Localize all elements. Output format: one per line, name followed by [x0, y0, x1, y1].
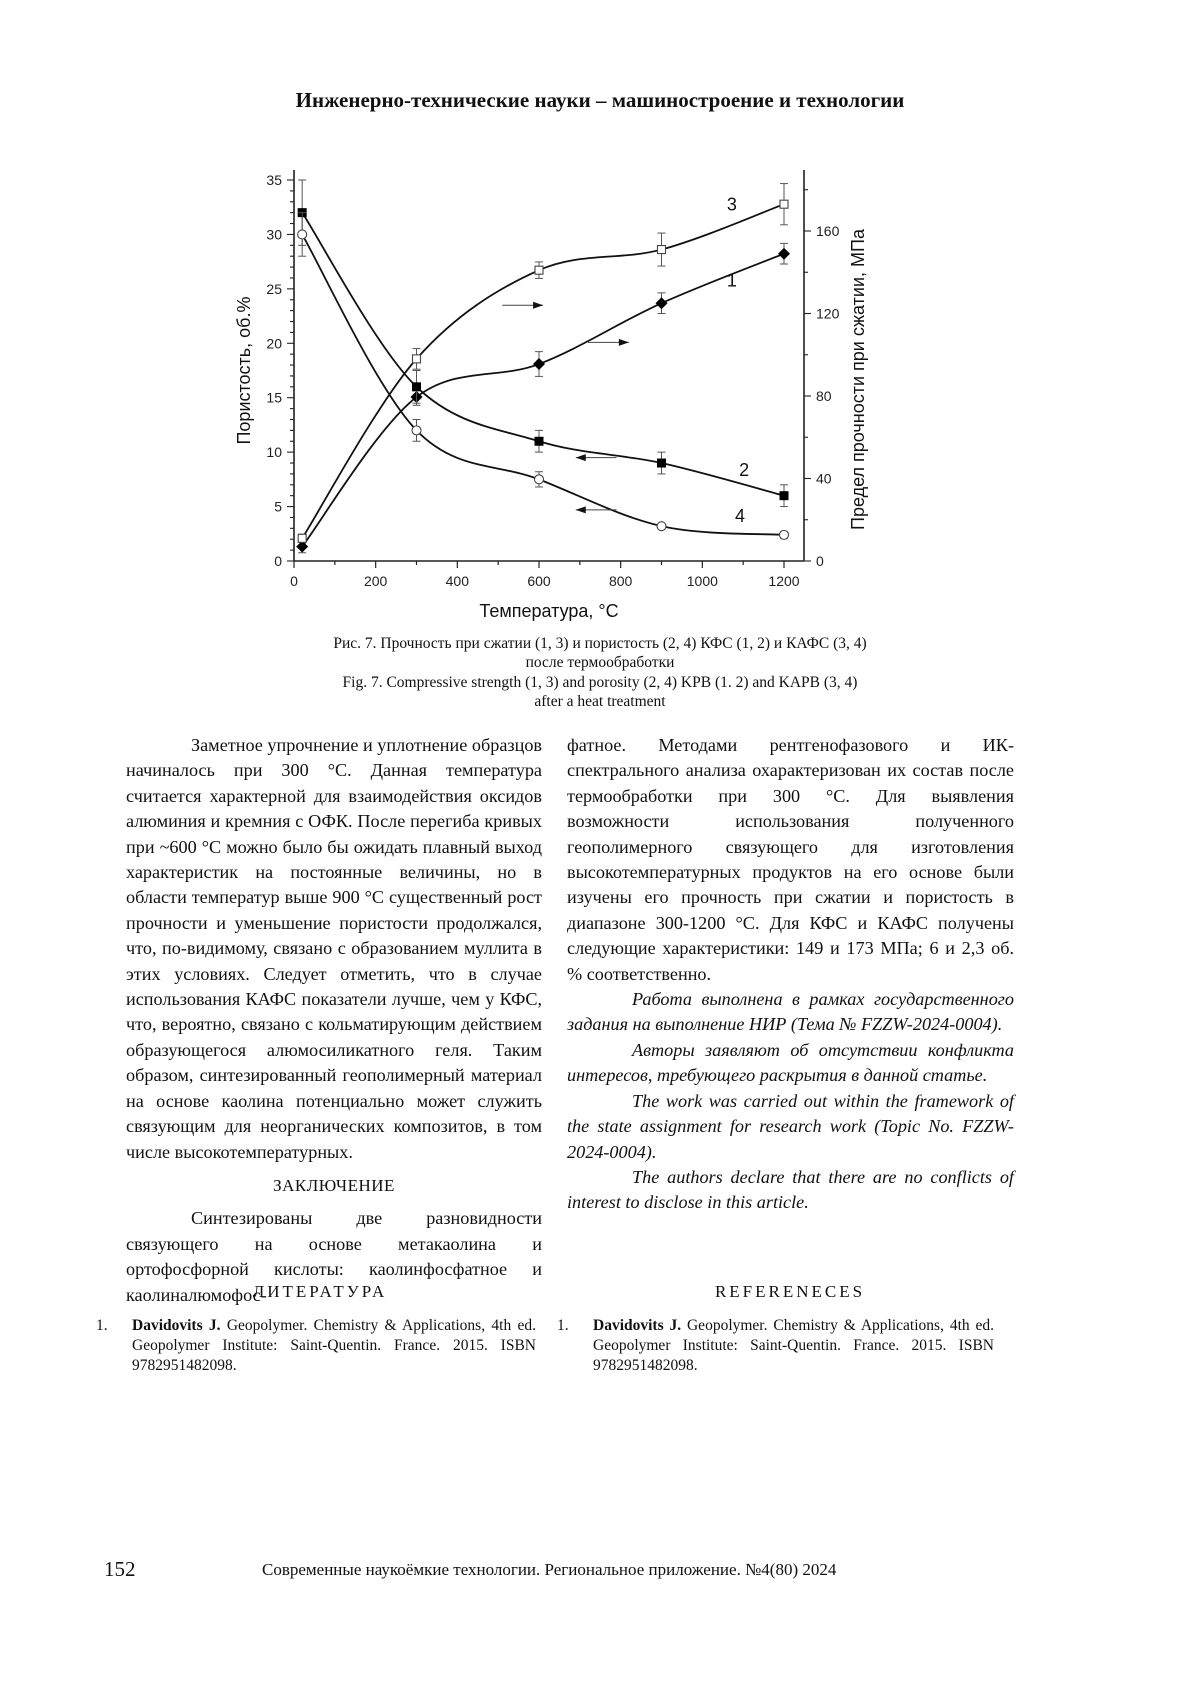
y-left-tick-label: 15	[266, 389, 282, 406]
reference-text: Geopolymer. Chemistry & Applications, 4th ed. Geopolymer Institute: Saint-Quentin. France. 2015. ISBN 9782951482098.	[132, 1317, 536, 1374]
arrow-series-4-left-head	[576, 506, 586, 513]
x-tick-label: 800	[608, 573, 633, 589]
x-tick-label: 200	[363, 573, 388, 589]
series-3-point	[535, 266, 543, 274]
caption-ru-line2: после термообработки	[525, 654, 675, 671]
series-2-point	[535, 437, 544, 446]
paragraph-conclusion: Синтезированы две разновидности связующего на основе метакаолина и ортофосфорной кислоты: каолинфосфатное и каолиналюмофос-	[126, 1208, 542, 1305]
paragraph-discussion: Заметное упрочнение и уплотнение образцов начиналось при 300 °С. Данная температура считается характерной для взаимодействия оксидов алюминия и кремния с ОФК. После перегиба кривых при ~600 °С можно было бы ожидать плавный выход характеристик на постоянные величины, но в области температур выше 900 °С существенный рост прочности и уменьшение пористости продолжался, что, по-видимому, связано с образованием муллита в этих условиях. Следует отметить, что в случае использования КАФС показатели лучше, чем у КФС, что, вероятно, связано с кольматирующим действием образующегося алюмосиликатного геля. Таким образом, синтезированный геополимерный материал на основе каолина потенциально может служить связующим для неорганических композитов, в том числе высокотемпературных.	[126, 735, 542, 1162]
series-4-line	[302, 234, 784, 534]
caption-en-line2: after a heat treatment	[534, 693, 666, 710]
paragraph-conclusion-continued: фатное. Методами рентгенофазового и ИК-спектрального анализа охарактеризован их состав после термообработки при 300 °С. Для выявления возможности использования полученного геополимерного связующего для изготовления высокотемпературных продуктов на его основе были изучены его прочность при сжатии и пористость в диапазоне 300-1200 °С. Для КФС и КАФС получены следующие характеристики: 149 и 173 МПа; 6 и 2,3 об. % соответственно.	[567, 735, 1014, 984]
series-2-point	[780, 491, 789, 500]
y-right-tick-label: 80	[816, 388, 832, 404]
series-4-point	[780, 530, 789, 539]
left-column	[126, 733, 542, 1308]
y-right-tick-label: 40	[816, 470, 832, 487]
curve-label-4: 4	[735, 505, 746, 526]
series-1-point	[533, 358, 545, 370]
arrow-series-3-right-head	[533, 302, 543, 309]
series-2-line	[302, 213, 784, 496]
conflict-ru: Авторы заявляют об отсутствии конфликта интересов, требующего раскрытия в данной статье.	[567, 1039, 1014, 1086]
page-number: 152	[104, 1557, 136, 1581]
y-left-tick-label: 0	[274, 553, 282, 569]
series-1-line	[302, 254, 784, 547]
y-right-tick-label: 120	[816, 305, 840, 322]
references-en-title: REFERENECES	[714, 1282, 866, 1301]
series-3-point	[413, 355, 421, 363]
y-left-tick-label: 20	[266, 335, 282, 352]
conflict-en: The authors declare that there are no conflicts of interest to disclose in this article.	[567, 1166, 1014, 1213]
y-axis-left-label: Пористость, об.%	[234, 296, 254, 445]
series-4-point	[535, 475, 544, 484]
series-1-point	[778, 248, 790, 260]
x-tick-label: 1200	[768, 573, 800, 589]
x-tick-label: 400	[445, 573, 470, 589]
x-tick-label: 0	[290, 573, 298, 589]
y-left-tick-label: 30	[266, 226, 282, 243]
caption-en-line1: Fig. 7. Compressive strength (1, 3) and porosity (2, 4) KPB (1. 2) and KAPB (3, 4)	[342, 674, 858, 691]
x-tick-label: 1000	[686, 573, 718, 589]
caption-ru-line1: Рис. 7. Прочность при сжатии (1, 3) и пористость (2, 4) КФС (1, 2) и КАФС (3, 4)	[333, 635, 867, 652]
reference-number: 1.	[557, 1317, 569, 1334]
y-left-tick-label: 25	[266, 280, 282, 297]
series-4-point	[298, 230, 307, 239]
figure-7-chart	[230, 170, 910, 630]
series-1-point	[656, 297, 668, 309]
curve-label-3: 3	[726, 194, 737, 215]
arrow-series-1-right-head	[619, 339, 629, 346]
y-left-tick-label: 5	[274, 498, 282, 515]
reference-ru-1	[96, 1316, 536, 1376]
section-title-conclusion: ЗАКЛЮЧЕНИЕ	[273, 1175, 395, 1195]
series-3-point	[298, 534, 306, 542]
y-axis-right-label: Предел прочности при сжатии, МПа	[848, 229, 868, 530]
y-left-tick-label: 35	[266, 172, 282, 188]
y-left-tick-label: 10	[266, 444, 282, 461]
curve-label-2: 2	[739, 460, 750, 481]
funding-en: The work was carried out within the framework of the state assignment for research work (Topic No. FZZW-2024-0004).	[567, 1090, 1014, 1162]
arrow-series-2-left-head	[576, 454, 586, 461]
series-3-point	[780, 200, 788, 208]
journal-footer: Современные наукоёмкие технологии. Региональное приложение. №4(80) 2024	[262, 1560, 837, 1579]
reference-author: Davidovits J.	[132, 1317, 221, 1334]
reference-text: Geopolymer. Chemistry & Applications, 4th ed. Geopolymer Institute: Saint-Quentin. France. 2015. ISBN 9782951482098.	[593, 1317, 994, 1374]
reference-author: Davidovits J.	[593, 1317, 682, 1334]
x-axis-label: Температура, °C	[479, 601, 619, 621]
running-header: Инженерно-технические науки – машиностроение и технологии	[295, 88, 905, 112]
series-2-point	[412, 382, 421, 391]
y-right-tick-label: 0	[816, 553, 824, 569]
reference-number: 1.	[96, 1317, 108, 1334]
right-column	[567, 733, 1014, 1216]
series-3-point	[658, 246, 666, 254]
reference-en-1	[557, 1316, 994, 1376]
series-2-point	[657, 459, 666, 468]
curve-label-1: 1	[726, 270, 737, 291]
y-right-tick-label: 160	[816, 223, 840, 239]
references-ru-title: ЛИТЕРАТУРА	[252, 1282, 388, 1301]
funding-ru: Работа выполнена в рамках государственного задания на выполнение НИР (Тема № FZZW-2024-0004).	[567, 989, 1014, 1035]
series-4-point	[412, 426, 421, 435]
series-4-point	[657, 522, 666, 531]
x-tick-label: 600	[527, 573, 551, 589]
